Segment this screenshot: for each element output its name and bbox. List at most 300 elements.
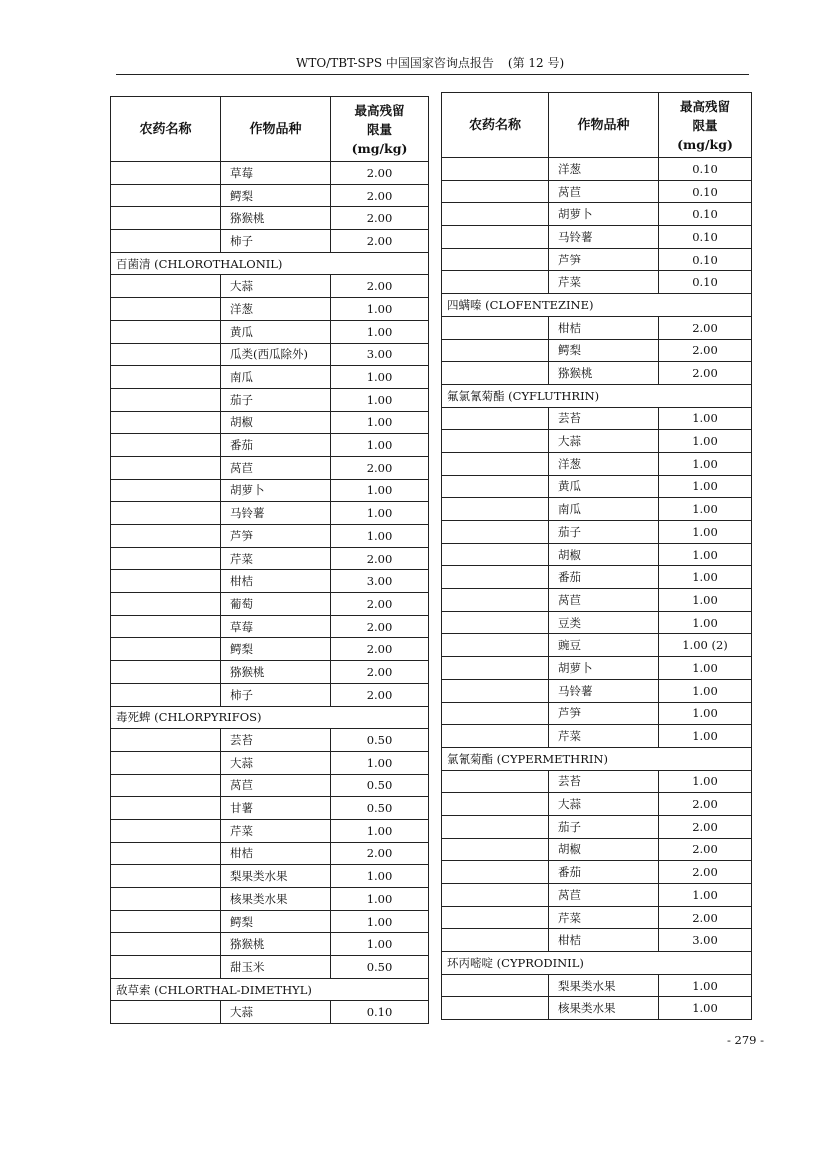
pesticide-cell-empty [111, 479, 221, 502]
max-residue-limit-header [659, 93, 752, 158]
pesticide-cell-empty [111, 502, 221, 525]
crop-cell: 芹菜 [549, 271, 659, 294]
pesticide-cell-empty [442, 861, 549, 884]
pesticide-cell-empty [442, 430, 549, 453]
crop-cell: 莴苣 [221, 456, 331, 479]
crop-cell: 柿子 [221, 683, 331, 706]
report-title: WTO/TBT-SPS 中国国家咨询点报告 [296, 56, 494, 70]
pesticide-cell-empty [442, 316, 549, 339]
table-row [111, 343, 429, 366]
pesticide-section-row [442, 952, 752, 975]
table-row [111, 661, 429, 684]
pesticide-section-row [442, 384, 752, 407]
pesticide-cell-empty [111, 865, 221, 888]
limit-header-line1: 最高残留 [679, 98, 730, 114]
crop-variety-header: 作物品种 [549, 93, 659, 158]
pesticide-cell-empty [442, 475, 549, 498]
pesticide-cell-empty [111, 933, 221, 956]
pesticide-cell-empty [111, 547, 221, 570]
table-row [442, 679, 752, 702]
crop-cell: 甜玉米 [221, 956, 331, 979]
pesticide-cell-empty [442, 180, 549, 203]
limit-cell: 2.00 [331, 456, 429, 479]
limit-header-line2: 限量 [692, 117, 718, 133]
crop-cell: 莴苣 [549, 884, 659, 907]
table-row [442, 657, 752, 680]
table-row [442, 475, 752, 498]
limit-cell: 1.00 [659, 725, 752, 748]
pesticide-section-row [111, 706, 429, 729]
pesticide-name: 氯氰菊酯 (CYPERMETHRIN) [442, 747, 752, 770]
pesticide-cell-empty [111, 162, 221, 185]
pesticide-cell-empty [442, 770, 549, 793]
limit-cell: 0.10 [659, 158, 752, 181]
crop-cell: 葡萄 [221, 593, 331, 616]
limit-cell: 1.00 [659, 657, 752, 680]
table-row [442, 248, 752, 271]
crop-cell: 芸苔 [549, 770, 659, 793]
header-rule [116, 74, 749, 75]
limit-cell: 2.00 [331, 547, 429, 570]
limit-cell: 1.00 [659, 430, 752, 453]
crop-cell: 莴苣 [549, 180, 659, 203]
pesticide-cell-empty [442, 997, 549, 1020]
limit-cell: 1.00 [659, 566, 752, 589]
pesticide-section-row [111, 252, 429, 275]
table-row [442, 611, 752, 634]
limit-cell: 1.00 [659, 974, 752, 997]
crop-cell: 柑桔 [549, 929, 659, 952]
pesticide-cell-empty [111, 751, 221, 774]
max-residue-limit-header [331, 97, 429, 162]
table-row [442, 997, 752, 1020]
pesticide-cell-empty [111, 842, 221, 865]
crop-cell: 番茄 [549, 861, 659, 884]
pesticide-cell-empty [442, 407, 549, 430]
limit-cell: 2.00 [659, 339, 752, 362]
pesticide-cell-empty [442, 815, 549, 838]
crop-cell: 芦笋 [549, 248, 659, 271]
table-row [111, 388, 429, 411]
table-row [111, 298, 429, 321]
crop-cell: 胡椒 [549, 838, 659, 861]
table-row [442, 838, 752, 861]
pesticide-name: 毒死蜱 (CHLORPYRIFOS) [111, 706, 429, 729]
table-row [111, 615, 429, 638]
crop-cell: 莴苣 [549, 589, 659, 612]
crop-cell: 大蒜 [549, 793, 659, 816]
limit-cell: 1.00 [659, 611, 752, 634]
table-row [111, 502, 429, 525]
crop-cell: 马铃薯 [549, 679, 659, 702]
pesticide-cell-empty [111, 774, 221, 797]
limit-cell: 0.10 [659, 203, 752, 226]
table-row [111, 729, 429, 752]
pesticide-cell-empty [442, 929, 549, 952]
table-row [442, 793, 752, 816]
limit-cell: 2.00 [331, 184, 429, 207]
crop-cell: 核果类水果 [221, 888, 331, 911]
table-row [442, 815, 752, 838]
crop-cell: 鳄梨 [549, 339, 659, 362]
limit-cell: 2.00 [331, 162, 429, 185]
limit-header-unit: (mg/kg) [677, 136, 733, 152]
table-row [442, 203, 752, 226]
crop-cell: 豌豆 [549, 634, 659, 657]
pesticide-cell-empty [111, 615, 221, 638]
pesticide-name: 氟氯氰菊酯 (CYFLUTHRIN) [442, 384, 752, 407]
table-row [442, 589, 752, 612]
crop-variety-header: 作物品种 [221, 97, 331, 162]
table-row [111, 819, 429, 842]
pesticide-cell-empty [111, 366, 221, 389]
table-row [111, 774, 429, 797]
pesticide-cell-empty [111, 956, 221, 979]
pesticide-cell-empty [111, 1001, 221, 1024]
table-header-row [111, 97, 429, 162]
table-row [111, 320, 429, 343]
limit-header-line1: 最高残留 [354, 102, 405, 118]
table-row [111, 411, 429, 434]
pesticide-cell-empty [442, 271, 549, 294]
pesticide-section-row [442, 747, 752, 770]
crop-cell: 大蒜 [221, 275, 331, 298]
pesticide-name: 环丙嘧啶 (CYPRODINIL) [442, 952, 752, 975]
table-row [442, 861, 752, 884]
limit-cell: 1.00 [331, 320, 429, 343]
limit-cell: 0.10 [331, 1001, 429, 1024]
pesticide-cell-empty [442, 248, 549, 271]
crop-cell: 洋葱 [549, 452, 659, 475]
limit-cell: 1.00 [659, 407, 752, 430]
limit-cell: 0.50 [331, 729, 429, 752]
pesticide-cell-empty [442, 362, 549, 385]
table-row [111, 547, 429, 570]
limit-cell: 3.00 [331, 343, 429, 366]
crop-cell: 柑桔 [221, 842, 331, 865]
limit-cell: 1.00 [331, 910, 429, 933]
pesticide-cell-empty [111, 388, 221, 411]
page-header [296, 54, 564, 71]
table-row [111, 865, 429, 888]
pesticide-cell-empty [111, 683, 221, 706]
limit-cell: 2.00 [331, 842, 429, 865]
limit-cell: 1.00 [659, 702, 752, 725]
pesticide-cell-empty [442, 838, 549, 861]
pesticide-cell-empty [442, 634, 549, 657]
limit-cell: 2.00 [331, 661, 429, 684]
pesticide-cell-empty [442, 702, 549, 725]
crop-cell: 胡萝卜 [549, 657, 659, 680]
crop-cell: 马铃薯 [221, 502, 331, 525]
limit-cell: 0.50 [331, 774, 429, 797]
limit-header-unit: (mg/kg) [351, 140, 408, 156]
limit-cell: 1.00 [659, 475, 752, 498]
table-row [442, 339, 752, 362]
table-row [442, 906, 752, 929]
residue-table-left [110, 96, 429, 1024]
crop-cell: 莴苣 [221, 774, 331, 797]
crop-cell: 猕猴桃 [221, 933, 331, 956]
table-row [111, 956, 429, 979]
limit-cell: 2.00 [331, 593, 429, 616]
limit-cell: 2.00 [659, 838, 752, 861]
limit-cell: 0.50 [331, 797, 429, 820]
limit-cell: 1.00 [659, 521, 752, 544]
limit-cell: 1.00 [331, 751, 429, 774]
crop-cell: 茄子 [549, 521, 659, 544]
crop-cell: 黄瓜 [549, 475, 659, 498]
table-row [442, 543, 752, 566]
table-row [442, 271, 752, 294]
page-number: - 279 - [727, 1033, 765, 1047]
pesticide-cell-empty [111, 729, 221, 752]
pesticide-name: 百菌清 (CHLOROTHALONIL) [111, 252, 429, 275]
pesticide-name-header: 农药名称 [111, 97, 221, 162]
pesticide-section-row [111, 978, 429, 1001]
limit-cell: 2.00 [331, 230, 429, 253]
crop-cell: 芹菜 [221, 819, 331, 842]
limit-cell: 2.00 [331, 275, 429, 298]
pesticide-cell-empty [111, 207, 221, 230]
limit-cell: 2.00 [659, 362, 752, 385]
table-row [442, 566, 752, 589]
crop-cell: 鳄梨 [221, 910, 331, 933]
table-row [442, 316, 752, 339]
table-row [442, 498, 752, 521]
limit-cell: 1.00 [331, 933, 429, 956]
pesticide-cell-empty [442, 974, 549, 997]
crop-cell: 茄子 [221, 388, 331, 411]
table-row [111, 683, 429, 706]
limit-cell: 1.00 [331, 411, 429, 434]
table-row [111, 525, 429, 548]
pesticide-cell-empty [111, 298, 221, 321]
pesticide-cell-empty [111, 819, 221, 842]
pesticide-cell-empty [442, 793, 549, 816]
crop-cell: 核果类水果 [549, 997, 659, 1020]
limit-cell: 2.00 [659, 906, 752, 929]
table-row [111, 797, 429, 820]
crop-cell: 番茄 [221, 434, 331, 457]
limit-cell: 2.00 [331, 207, 429, 230]
pesticide-cell-empty [442, 543, 549, 566]
pesticide-cell-empty [111, 343, 221, 366]
crop-cell: 豆类 [549, 611, 659, 634]
pesticide-cell-empty [442, 884, 549, 907]
crop-cell: 洋葱 [549, 158, 659, 181]
crop-cell: 茄子 [549, 815, 659, 838]
limit-cell: 2.00 [331, 683, 429, 706]
crop-cell: 胡椒 [549, 543, 659, 566]
crop-cell: 芹菜 [221, 547, 331, 570]
crop-cell: 马铃薯 [549, 226, 659, 249]
pesticide-section-row [442, 294, 752, 317]
crop-cell: 柑桔 [549, 316, 659, 339]
table-body-left [111, 162, 429, 1024]
table-row [111, 207, 429, 230]
limit-cell: 0.50 [331, 956, 429, 979]
pesticide-cell-empty [442, 611, 549, 634]
table-row [442, 180, 752, 203]
crop-cell: 猕猴桃 [549, 362, 659, 385]
pesticide-name: 四螨嗪 (CLOFENTEZINE) [442, 294, 752, 317]
crop-cell: 猕猴桃 [221, 661, 331, 684]
pesticide-cell-empty [111, 661, 221, 684]
limit-cell: 2.00 [659, 861, 752, 884]
limit-cell: 0.10 [659, 271, 752, 294]
crop-cell: 洋葱 [221, 298, 331, 321]
crop-cell: 鳄梨 [221, 184, 331, 207]
table-row [111, 456, 429, 479]
limit-cell: 2.00 [659, 815, 752, 838]
pesticide-cell-empty [442, 203, 549, 226]
table-row [442, 158, 752, 181]
table-row [111, 751, 429, 774]
limit-cell: 1.00 (2) [659, 634, 752, 657]
pesticide-cell-empty [111, 910, 221, 933]
table-row [111, 162, 429, 185]
pesticide-cell-empty [111, 411, 221, 434]
table-row [442, 407, 752, 430]
pesticide-cell-empty [442, 498, 549, 521]
pesticide-cell-empty [442, 158, 549, 181]
limit-cell: 1.00 [659, 452, 752, 475]
table-row [442, 702, 752, 725]
limit-cell: 1.00 [659, 589, 752, 612]
table-row [111, 910, 429, 933]
limit-cell: 1.00 [331, 479, 429, 502]
limit-cell: 3.00 [331, 570, 429, 593]
limit-cell: 0.10 [659, 180, 752, 203]
crop-cell: 大蒜 [549, 430, 659, 453]
crop-cell: 柑桔 [221, 570, 331, 593]
pesticide-cell-empty [111, 570, 221, 593]
limit-cell: 1.00 [331, 525, 429, 548]
table-row [442, 974, 752, 997]
table-row [442, 452, 752, 475]
limit-cell: 1.00 [331, 888, 429, 911]
limit-cell: 1.00 [659, 543, 752, 566]
table-row [111, 842, 429, 865]
limit-cell: 1.00 [659, 679, 752, 702]
pesticide-cell-empty [111, 638, 221, 661]
table-row [442, 929, 752, 952]
table-row [111, 638, 429, 661]
pesticide-cell-empty [442, 452, 549, 475]
table-row [442, 226, 752, 249]
crop-cell: 芦笋 [549, 702, 659, 725]
table-row [111, 184, 429, 207]
pesticide-cell-empty [442, 679, 549, 702]
table-row [111, 933, 429, 956]
crop-cell: 猕猴桃 [221, 207, 331, 230]
crop-cell: 大蒜 [221, 751, 331, 774]
limit-cell: 0.10 [659, 248, 752, 271]
limit-cell: 2.00 [659, 316, 752, 339]
limit-cell: 2.00 [331, 638, 429, 661]
pesticide-cell-empty [442, 589, 549, 612]
crop-cell: 芹菜 [549, 725, 659, 748]
table-row [442, 725, 752, 748]
table-row [442, 521, 752, 544]
pesticide-cell-empty [111, 456, 221, 479]
crop-cell: 南瓜 [549, 498, 659, 521]
crop-cell: 胡萝卜 [549, 203, 659, 226]
table-row [111, 366, 429, 389]
crop-cell: 南瓜 [221, 366, 331, 389]
crop-cell: 芸苔 [549, 407, 659, 430]
limit-cell: 1.00 [331, 502, 429, 525]
crop-cell: 梨果类水果 [549, 974, 659, 997]
table-row [442, 770, 752, 793]
table-row [111, 230, 429, 253]
table-row [442, 884, 752, 907]
table-row [111, 1001, 429, 1024]
crop-cell: 草莓 [221, 615, 331, 638]
crop-cell: 柿子 [221, 230, 331, 253]
pesticide-cell-empty [442, 725, 549, 748]
pesticide-cell-empty [111, 184, 221, 207]
table-row [442, 362, 752, 385]
table-row [111, 275, 429, 298]
pesticide-cell-empty [442, 657, 549, 680]
pesticide-cell-empty [111, 434, 221, 457]
pesticide-cell-empty [111, 320, 221, 343]
pesticide-cell-empty [442, 521, 549, 544]
limit-cell: 1.00 [331, 388, 429, 411]
pesticide-cell-empty [111, 230, 221, 253]
table-row [111, 434, 429, 457]
table-body-right [442, 158, 752, 1020]
limit-cell: 1.00 [331, 298, 429, 321]
limit-cell: 1.00 [331, 865, 429, 888]
limit-cell: 2.00 [331, 615, 429, 638]
crop-cell: 大蒜 [221, 1001, 331, 1024]
crop-cell: 胡椒 [221, 411, 331, 434]
crop-cell: 瓜类(西瓜除外) [221, 343, 331, 366]
pesticide-cell-empty [111, 525, 221, 548]
table-row [111, 888, 429, 911]
crop-cell: 番茄 [549, 566, 659, 589]
limit-cell: 1.00 [659, 884, 752, 907]
pesticide-name-header: 农药名称 [442, 93, 549, 158]
table-header-row [442, 93, 752, 158]
pesticide-cell-empty [442, 906, 549, 929]
pesticide-cell-empty [442, 226, 549, 249]
table-row [111, 570, 429, 593]
limit-cell: 0.10 [659, 226, 752, 249]
pesticide-cell-empty [442, 339, 549, 362]
limit-cell: 1.00 [331, 819, 429, 842]
crop-cell: 梨果类水果 [221, 865, 331, 888]
limit-cell: 2.00 [659, 793, 752, 816]
limit-header-line2: 限量 [366, 121, 392, 137]
crop-cell: 胡萝卜 [221, 479, 331, 502]
crop-cell: 芹菜 [549, 906, 659, 929]
pesticide-cell-empty [111, 275, 221, 298]
table-row [111, 593, 429, 616]
pesticide-cell-empty [111, 888, 221, 911]
residue-table-right [441, 92, 752, 1020]
pesticide-name: 敌草索 (CHLORTHAL-DIMETHYL) [111, 978, 429, 1001]
crop-cell: 鳄梨 [221, 638, 331, 661]
crop-cell: 甘薯 [221, 797, 331, 820]
limit-cell: 1.00 [331, 366, 429, 389]
pesticide-cell-empty [111, 797, 221, 820]
crop-cell: 黄瓜 [221, 320, 331, 343]
limit-cell: 1.00 [331, 434, 429, 457]
